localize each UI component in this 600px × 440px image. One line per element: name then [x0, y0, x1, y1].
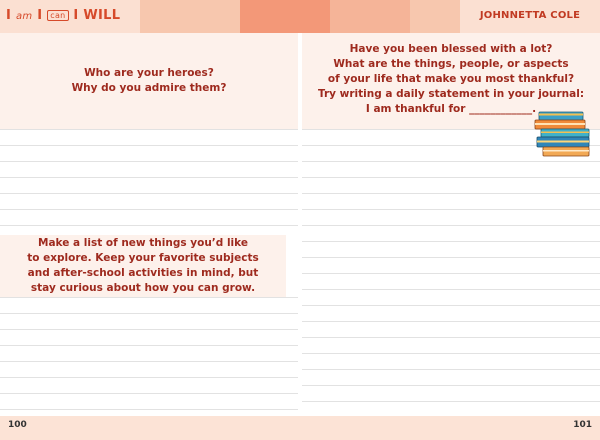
- ruled-line: [302, 273, 600, 274]
- title-word: WILL: [83, 8, 121, 23]
- writing-lines: [0, 297, 298, 416]
- page-footer: [0, 416, 600, 440]
- ruled-line: [302, 305, 600, 306]
- title-word: I: [73, 8, 79, 23]
- ruled-line: [302, 225, 600, 226]
- ruled-line: [0, 129, 298, 130]
- ruled-line: [0, 313, 298, 314]
- header-band: [240, 0, 330, 33]
- ruled-line: [0, 361, 298, 362]
- ruled-line: [0, 209, 298, 210]
- ruled-line: [302, 401, 600, 402]
- ruled-line: [302, 337, 600, 338]
- ruled-line: [302, 385, 600, 386]
- ruled-line: [302, 289, 600, 290]
- book-stack-icon: [533, 110, 595, 160]
- ruled-line: [302, 193, 600, 194]
- page-number-left: 100: [8, 420, 27, 430]
- title-word: I: [37, 8, 43, 23]
- author-name: JOHNNETTA COLE: [479, 10, 581, 21]
- header-band: [410, 0, 460, 33]
- ruled-line: [0, 409, 298, 410]
- title-word: am: [15, 11, 33, 22]
- heroes-prompt: Who are your heroes? Why do you admire them?: [71, 67, 227, 94]
- title-word: can: [47, 10, 68, 21]
- ruled-line: [0, 297, 298, 298]
- explore-prompt: Make a list of new things you’d like to explore. Keep your favorite subjects and after-school activities in mind, but stay curious about how you can grow.: [27, 237, 259, 294]
- book-stack-icon: [533, 110, 595, 160]
- ruled-line: [0, 393, 298, 394]
- ruled-line: [0, 161, 298, 162]
- ruled-line: [302, 161, 600, 162]
- ruled-line: [302, 241, 600, 242]
- writing-lines: [302, 129, 600, 416]
- explore-prompt-box: [0, 235, 286, 297]
- ruled-line: [0, 377, 298, 378]
- book-title: [6, 8, 120, 23]
- title-word: I: [6, 8, 12, 23]
- ruled-line: [302, 321, 600, 322]
- ruled-line: [0, 225, 298, 226]
- right-page: [302, 33, 600, 416]
- page-header: [0, 0, 600, 33]
- thankful-prompt: Have you been blessed with a lot? What are the things, people, or aspects of your life that make you most thankful? Try writing a daily statement in your journal: I am thankful for ____________.: [317, 42, 585, 115]
- ruled-line: [0, 177, 298, 178]
- page-number-right: 101: [573, 420, 592, 430]
- writing-lines: [0, 129, 298, 235]
- ruled-line: [302, 177, 600, 178]
- ruled-line: [302, 353, 600, 354]
- ruled-line: [302, 257, 600, 258]
- ruled-line: [302, 209, 600, 210]
- ruled-line: [302, 369, 600, 370]
- heroes-prompt-box: [0, 33, 298, 129]
- header-band: [140, 0, 240, 33]
- left-page: [0, 33, 298, 416]
- ruled-line: [0, 145, 298, 146]
- header-band: [330, 0, 410, 33]
- ruled-line: [0, 193, 298, 194]
- ruled-line: [0, 329, 298, 330]
- ruled-line: [0, 345, 298, 346]
